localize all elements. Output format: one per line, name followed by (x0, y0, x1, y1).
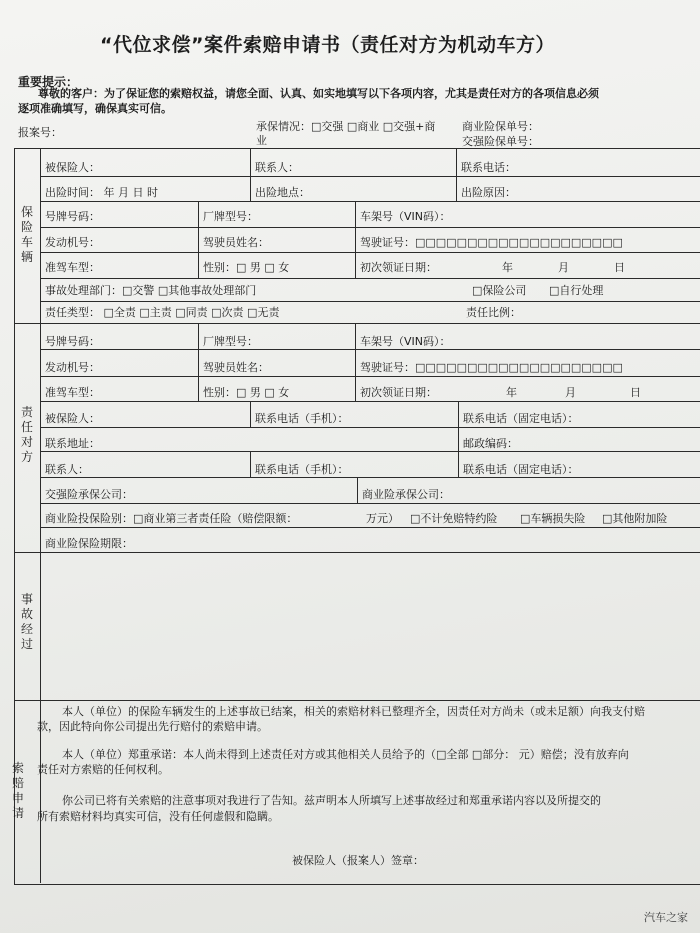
other-mobile-2-field[interactable]: 联系电话（手机）： (255, 463, 349, 476)
notice-line-2: 逐项准确填写，确保真实可信。 (18, 102, 172, 115)
vehicle-loss-checkbox[interactable]: □车辆损失险 (520, 512, 586, 525)
other-mobile-field[interactable]: 联系电话（手机）： (255, 412, 349, 425)
other-landline-field[interactable]: 联系电话（固定电话）： (463, 412, 579, 425)
other-driver-name-field[interactable]: 驾驶员姓名： (203, 361, 269, 374)
rule (40, 503, 700, 504)
accident-description-area[interactable] (42, 554, 700, 698)
other-vehicle-model-field[interactable]: 厂牌型号： (203, 335, 258, 348)
cell-divider (458, 401, 459, 477)
plate-number-field[interactable]: 号牌号码： (45, 210, 100, 223)
watermark: 汽车之家 (644, 911, 688, 924)
rule (40, 252, 700, 253)
rule (40, 349, 700, 350)
claim-para-2-line-2: 责任对方索赔的任何权利。 (37, 763, 169, 776)
cell-divider (250, 401, 251, 427)
liability-limit-unit: 万元） (366, 512, 399, 525)
insurer-handled-checkbox[interactable]: □保险公司 (472, 284, 527, 297)
no-deductible-checkbox[interactable]: □不计免赔特约险 (410, 512, 498, 525)
liability-ratio-field[interactable]: 责任比例： (466, 306, 521, 319)
other-vehicle-class-field[interactable]: 准驾车型： (45, 386, 100, 399)
other-engine-number-field[interactable]: 发动机号： (45, 361, 100, 374)
cell-divider (198, 323, 199, 401)
other-date-year-label: 年 (506, 386, 517, 399)
other-address-field[interactable]: 联系地址： (45, 437, 100, 450)
coverage-wrap-text: 业 (256, 134, 267, 147)
accident-cause-field[interactable]: 出险原因： (461, 186, 516, 199)
section-rule (14, 323, 700, 324)
rule (40, 451, 700, 452)
commercial-policy-field[interactable]: 商业险保单号： (462, 120, 539, 133)
other-contact-person-field[interactable]: 联系人： (45, 463, 89, 476)
other-vin-field[interactable]: 车架号（VIN码）： (360, 335, 451, 348)
other-gender-checkboxes[interactable]: 性别：□ 男 □ 女 (203, 386, 290, 399)
other-date-month-label: 月 (565, 386, 576, 399)
rule (40, 201, 700, 202)
cell-divider (250, 451, 251, 477)
accident-dept-checkboxes[interactable]: 事故处理部门：□交警 □其他事故处理部门 (45, 284, 257, 297)
notice-heading: 重要提示： (18, 75, 79, 89)
section-rule (14, 700, 700, 701)
claim-para-2-line-1: 本人（单位）郑重承诺：本人尚未得到上述责任对方或其他相关人员给予的（□全部 □部分： 元）赔偿；没有放弃向 (62, 748, 629, 761)
vehicle-class-field[interactable]: 准驾车型： (45, 261, 100, 274)
section-rule (14, 552, 700, 553)
other-plate-number-field[interactable]: 号牌号码： (45, 335, 100, 348)
commercial-third-party-checkbox[interactable]: 商业险投保险别：□商业第三者责任险（赔偿限额： (45, 512, 298, 525)
rule (40, 278, 700, 279)
claim-para-3-line-2: 所有索赔材料均真实可信，没有任何虚假和隐瞒。 (37, 810, 279, 823)
compulsory-policy-field[interactable]: 交强险保单号： (462, 135, 539, 148)
cell-divider (198, 201, 199, 278)
vehicle-model-field[interactable]: 厂牌型号： (203, 210, 258, 223)
claim-para-1-line-2: 款，因此特向你公司提出先行赔付的索赔申请。 (37, 720, 268, 733)
other-first-license-date-field[interactable]: 初次领证日期： (360, 386, 437, 399)
notice-text (18, 86, 688, 116)
vin-field[interactable]: 车架号（VIN码）： (360, 210, 451, 223)
rule (40, 477, 700, 478)
claim-para-3-line-1: 你公司已将有关索赔的注意事项对我进行了告知。兹声明本人所填写上述事故经过和郑重承诺内容以及所提交的 (62, 794, 601, 807)
signature-field[interactable]: 被保险人（报案人）签章： (292, 854, 424, 867)
rule (40, 527, 700, 528)
accident-place-field[interactable]: 出险地点： (255, 186, 310, 199)
notice-line-1: 尊敬的客户：为了保证您的索赔权益，请您全面、认真、如实地填写以下各项内容，尤其是责任对方的各项信息必须 (38, 87, 599, 100)
other-postcode-field[interactable]: 邮政编码： (463, 437, 518, 450)
driver-license-field[interactable]: 驾驶证号：□□□□□□□□□□□□□□□□□□□□ (360, 236, 623, 249)
self-handled-checkbox[interactable]: □自行处理 (549, 284, 604, 297)
contact-person-field[interactable]: 联系人： (255, 161, 299, 174)
commercial-insurer-field[interactable]: 商业险承保公司： (362, 488, 450, 501)
rule (40, 301, 700, 302)
other-date-day-label: 日 (630, 386, 641, 399)
date-day-label: 日 (614, 261, 625, 274)
section-caption-insured-vehicle: 保险车辆 (20, 205, 33, 264)
rule (40, 227, 700, 228)
section-caption-claim: 索赔申请 (11, 761, 24, 820)
commercial-policy-period-field[interactable]: 商业险保险期限： (45, 537, 133, 550)
rule (40, 376, 700, 377)
accident-time-field[interactable]: 出险时间： 年 月 日 时 (45, 186, 158, 199)
cell-divider (357, 477, 358, 503)
cell-divider (250, 148, 251, 202)
first-license-date-field[interactable]: 初次领证日期： (360, 261, 437, 274)
gender-checkboxes[interactable]: 性别：□ 男 □ 女 (203, 261, 290, 274)
cell-divider (355, 323, 356, 401)
coverage-checkboxes[interactable]: 承保情况：□交强 □商业 □交强+商 (256, 120, 436, 133)
date-month-label: 月 (558, 261, 569, 274)
page-title: “代位求偿”案件索赔申请书（责任对方为机动车方） (100, 34, 555, 56)
insured-name-field[interactable]: 被保险人： (45, 161, 100, 174)
contact-phone-field[interactable]: 联系电话： (461, 161, 516, 174)
driver-name-field[interactable]: 驾驶员姓名： (203, 236, 269, 249)
rule (40, 176, 700, 177)
cell-divider (456, 148, 457, 202)
claim-para-1-line-1: 本人（单位）的保险车辆发生的上述事故已结案，相关的索赔材料已整理齐全，因责任对方尚未（或未足额）向我支付赔 (62, 705, 645, 718)
case-number-field[interactable]: 报案号： (18, 126, 62, 139)
other-driver-license-field[interactable]: 驾驶证号：□□□□□□□□□□□□□□□□□□□□ (360, 361, 623, 374)
other-addon-checkbox[interactable]: □其他附加险 (602, 512, 668, 525)
rule (40, 401, 700, 402)
rule (40, 427, 700, 428)
cell-divider (355, 201, 356, 278)
section-caption-other-party: 责任对方 (20, 405, 33, 464)
other-insured-name-field[interactable]: 被保险人： (45, 412, 100, 425)
engine-number-field[interactable]: 发动机号： (45, 236, 100, 249)
other-landline-2-field[interactable]: 联系电话（固定电话）： (463, 463, 579, 476)
section-caption-accident: 事故经过 (20, 592, 33, 651)
liability-type-checkboxes[interactable]: 责任类型： □全责 □主责 □同责 □次责 □无责 (45, 306, 280, 319)
compulsory-insurer-field[interactable]: 交强险承保公司： (45, 488, 133, 501)
date-year-label: 年 (502, 261, 513, 274)
